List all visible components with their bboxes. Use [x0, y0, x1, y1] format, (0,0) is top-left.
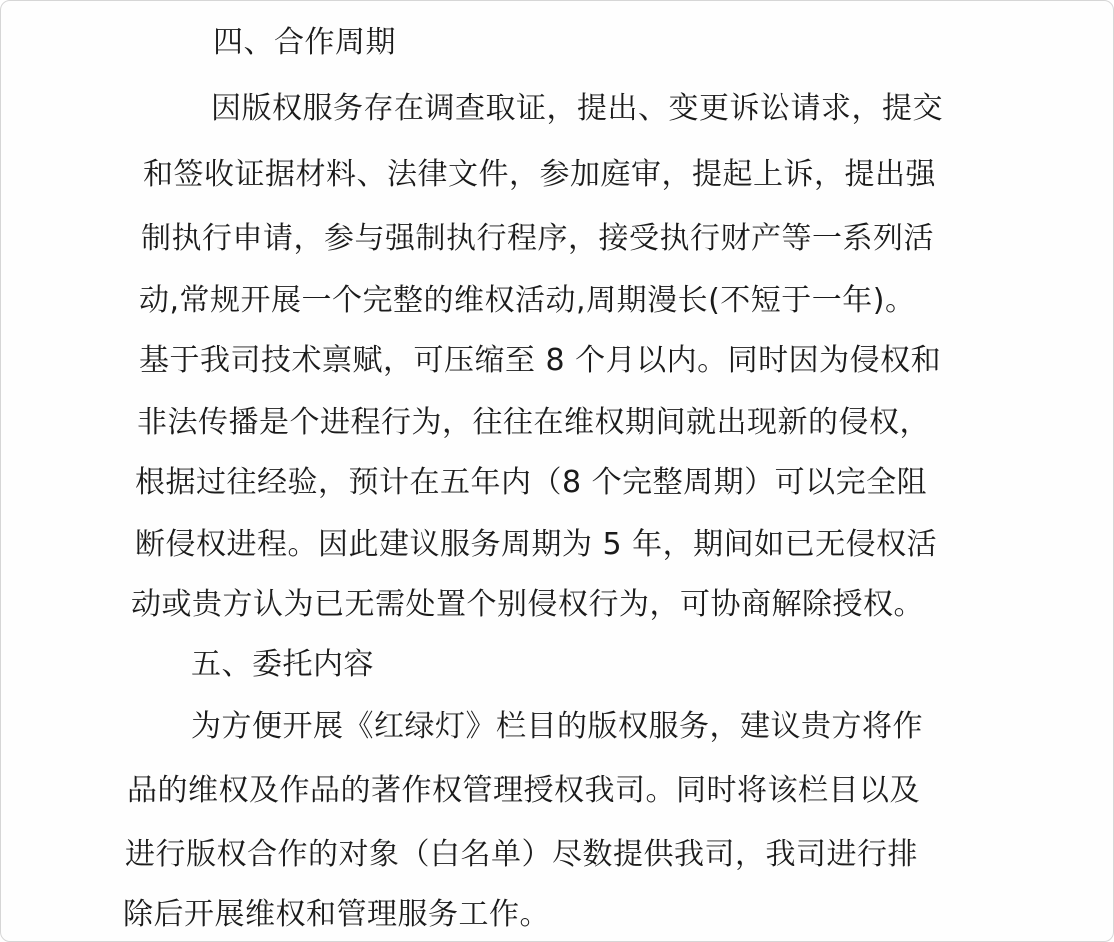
- section-4-heading: 四、合作周期: [213, 25, 396, 60]
- section-4-line-3: 制执行申请，参与强制执行程序，接受执行财产等一系列活: [141, 221, 934, 256]
- section-4-line-9: 动或贵方认为已无需处置个别侵权行为，可协商解除授权。: [131, 587, 924, 622]
- section-5-line-1: 为方便开展《红绿灯》栏目的版权服务，建议贵方将作: [191, 709, 923, 744]
- section-5-heading: 五、委托内容: [191, 647, 374, 682]
- section-5-line-3: 进行版权合作的对象（白名单）尽数提供我司，我司进行排: [125, 837, 918, 872]
- section-4-line-1: 因版权服务存在调查取证，提出、变更诉讼请求，提交: [211, 91, 943, 126]
- section-4-line-7: 根据过往经验，预计在五年内（8 个完整周期）可以完全阻: [135, 465, 928, 500]
- section-5-line-2: 品的维权及作品的著作权管理授权我司。同时将该栏目以及: [127, 773, 920, 808]
- section-5-line-4: 除后开展维权和管理服务工作。: [123, 897, 550, 932]
- section-4-line-5: 基于我司技术禀赋，可压缩至 8 个月以内。同时因为侵权和: [139, 343, 942, 378]
- section-4-line-4: 动,常规开展一个完整的维权活动,周期漫长(不短于一年)。: [139, 283, 916, 318]
- section-4-line-2: 和签收证据材料、法律文件，参加庭审，提起上诉，提出强: [143, 157, 936, 192]
- section-4-line-8: 断侵权进程。因此建议服务周期为 5 年，期间如已无侵权活: [135, 527, 938, 562]
- section-4-line-6: 非法传播是个进程行为，往往在维权期间就出现新的侵权，: [137, 405, 930, 440]
